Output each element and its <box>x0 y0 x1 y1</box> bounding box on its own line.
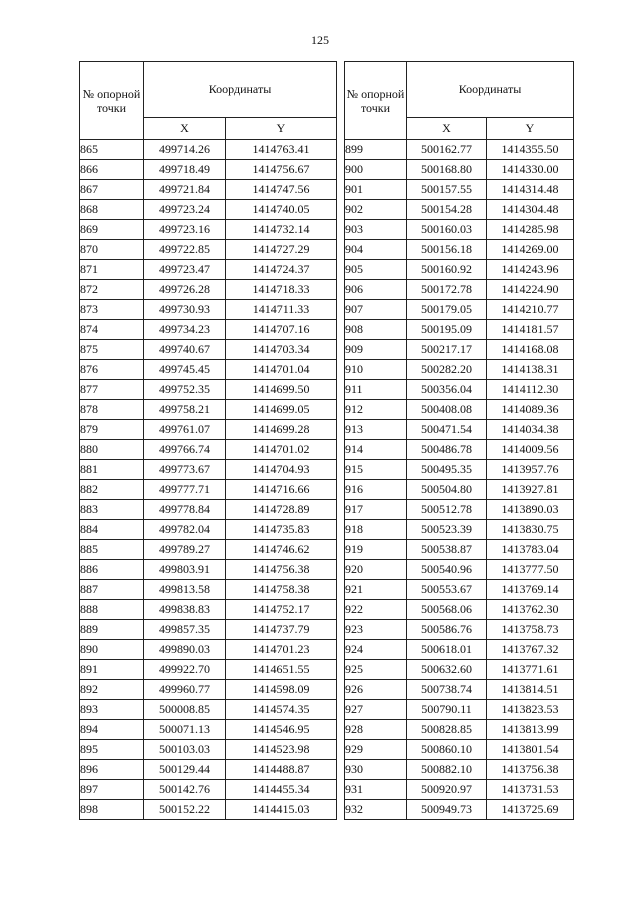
x-coordinate-cell: 499813.58 <box>144 580 226 600</box>
table-row <box>345 540 574 560</box>
x-coordinate-cell: 500168.80 <box>407 160 487 180</box>
y-coordinate-cell: 1414752.17 <box>226 600 337 620</box>
table-row <box>80 280 337 300</box>
point-number-cell: 912 <box>345 400 407 420</box>
point-number-cell: 910 <box>345 360 407 380</box>
point-number-cell: 884 <box>80 520 144 540</box>
point-number-cell: 924 <box>345 640 407 660</box>
x-coordinate-cell: 499730.93 <box>144 300 226 320</box>
x-coordinate-cell: 500920.97 <box>407 780 487 800</box>
x-coordinate-cell: 500142.76 <box>144 780 226 800</box>
point-number-cell: 886 <box>80 560 144 580</box>
point-number-cell: 875 <box>80 340 144 360</box>
table-row <box>345 480 574 500</box>
point-number-cell: 888 <box>80 600 144 620</box>
y-coordinate-cell: 1414718.33 <box>226 280 337 300</box>
table-row <box>80 660 337 680</box>
table-row <box>80 500 337 520</box>
x-coordinate-cell: 500356.04 <box>407 380 487 400</box>
table-row <box>345 580 574 600</box>
table-row <box>345 160 574 180</box>
x-coordinate-cell: 500738.74 <box>407 680 487 700</box>
point-number-cell: 914 <box>345 440 407 460</box>
point-number-cell: 913 <box>345 420 407 440</box>
table-row <box>345 140 574 160</box>
y-coordinate-cell: 1413769.14 <box>487 580 574 600</box>
x-coordinate-cell: 500282.20 <box>407 360 487 380</box>
x-coordinate-cell: 499723.47 <box>144 260 226 280</box>
y-coordinate-cell: 1414651.55 <box>226 660 337 680</box>
coordinates-table-left <box>79 61 337 820</box>
table-row <box>80 680 337 700</box>
x-coordinate-cell: 499777.71 <box>144 480 226 500</box>
table-row <box>345 300 574 320</box>
x-coordinate-cell: 499773.67 <box>144 460 226 480</box>
table-row <box>80 240 337 260</box>
table-row <box>345 380 574 400</box>
x-coordinate-cell: 500538.87 <box>407 540 487 560</box>
point-number-cell: 923 <box>345 620 407 640</box>
x-coordinate-cell: 499758.21 <box>144 400 226 420</box>
x-coordinate-cell: 499745.45 <box>144 360 226 380</box>
point-number-cell: 896 <box>80 760 144 780</box>
table-row <box>345 780 574 800</box>
point-number-cell: 900 <box>345 160 407 180</box>
point-number-cell: 902 <box>345 200 407 220</box>
x-coordinate-cell: 499723.24 <box>144 200 226 220</box>
point-number-cell: 883 <box>80 500 144 520</box>
y-coordinate-cell: 1413725.69 <box>487 800 574 820</box>
table-row <box>80 640 337 660</box>
x-coordinate-cell: 500790.11 <box>407 700 487 720</box>
x-coordinate-cell: 499960.77 <box>144 680 226 700</box>
y-coordinate-cell: 1414181.57 <box>487 320 574 340</box>
table-row <box>80 720 337 740</box>
x-coordinate-cell: 499789.27 <box>144 540 226 560</box>
y-column-header: Y <box>487 118 574 140</box>
point-number-cell: 889 <box>80 620 144 640</box>
point-number-cell: 918 <box>345 520 407 540</box>
x-coordinate-cell: 500512.78 <box>407 500 487 520</box>
point-number-cell: 925 <box>345 660 407 680</box>
x-coordinate-cell: 500217.17 <box>407 340 487 360</box>
table-row <box>345 440 574 460</box>
x-coordinate-cell: 499766.74 <box>144 440 226 460</box>
table-row <box>80 220 337 240</box>
point-number-cell: 868 <box>80 200 144 220</box>
y-coordinate-cell: 1414701.02 <box>226 440 337 460</box>
x-coordinate-cell: 499722.85 <box>144 240 226 260</box>
table-row <box>345 260 574 280</box>
table-row <box>345 400 574 420</box>
x-coordinate-cell: 499890.03 <box>144 640 226 660</box>
y-coordinate-cell: 1413783.04 <box>487 540 574 560</box>
point-number-cell: 893 <box>80 700 144 720</box>
table-row <box>345 720 574 740</box>
point-number-cell: 928 <box>345 720 407 740</box>
x-coordinate-cell: 499714.26 <box>144 140 226 160</box>
y-coordinate-cell: 1414009.56 <box>487 440 574 460</box>
point-number-cell: 901 <box>345 180 407 200</box>
point-number-cell: 872 <box>80 280 144 300</box>
point-number-cell: 894 <box>80 720 144 740</box>
y-coordinate-cell: 1414756.67 <box>226 160 337 180</box>
y-coordinate-cell: 1414210.77 <box>487 300 574 320</box>
point-number-cell: 869 <box>80 220 144 240</box>
y-coordinate-cell: 1414711.33 <box>226 300 337 320</box>
y-coordinate-cell: 1414488.87 <box>226 760 337 780</box>
point-number-cell: 877 <box>80 380 144 400</box>
table-row <box>80 700 337 720</box>
point-number-cell: 929 <box>345 740 407 760</box>
table-row <box>345 600 574 620</box>
point-number-cell: 866 <box>80 160 144 180</box>
y-coordinate-cell: 1414758.38 <box>226 580 337 600</box>
y-coordinate-cell: 1414735.83 <box>226 520 337 540</box>
point-number-cell: 895 <box>80 740 144 760</box>
table-row <box>80 760 337 780</box>
y-coordinate-cell: 1413777.50 <box>487 560 574 580</box>
y-coordinate-cell: 1414523.98 <box>226 740 337 760</box>
x-coordinate-cell: 500162.77 <box>407 140 487 160</box>
table-row <box>345 220 574 240</box>
y-coordinate-cell: 1414699.28 <box>226 420 337 440</box>
table-row <box>345 640 574 660</box>
table-row <box>345 240 574 260</box>
x-coordinate-cell: 500008.85 <box>144 700 226 720</box>
table-row <box>80 360 337 380</box>
y-coordinate-cell: 1414701.23 <box>226 640 337 660</box>
y-coordinate-cell: 1414756.38 <box>226 560 337 580</box>
x-coordinate-cell: 500154.28 <box>407 200 487 220</box>
y-coordinate-cell: 1414455.34 <box>226 780 337 800</box>
y-coordinate-cell: 1414546.95 <box>226 720 337 740</box>
point-number-cell: 931 <box>345 780 407 800</box>
x-coordinate-cell: 500129.44 <box>144 760 226 780</box>
x-coordinate-cell: 499723.16 <box>144 220 226 240</box>
point-number-cell: 880 <box>80 440 144 460</box>
x-coordinate-cell: 500586.76 <box>407 620 487 640</box>
point-number-cell: 882 <box>80 480 144 500</box>
point-number-cell: 878 <box>80 400 144 420</box>
table-row <box>80 420 337 440</box>
table-body <box>80 140 337 820</box>
coordinates-header: Координаты <box>144 62 337 118</box>
table-row <box>80 380 337 400</box>
point-number-cell: 909 <box>345 340 407 360</box>
table-row <box>80 460 337 480</box>
point-number-cell: 919 <box>345 540 407 560</box>
table-row <box>345 560 574 580</box>
x-column-header: X <box>144 118 226 140</box>
x-column-header: X <box>407 118 487 140</box>
table-row <box>80 580 337 600</box>
y-coordinate-cell: 1414168.08 <box>487 340 574 360</box>
table-row <box>80 180 337 200</box>
y-coordinate-cell: 1414704.93 <box>226 460 337 480</box>
y-coordinate-cell: 1414699.05 <box>226 400 337 420</box>
x-coordinate-cell: 500152.22 <box>144 800 226 820</box>
table-row <box>80 440 337 460</box>
point-number-cell: 905 <box>345 260 407 280</box>
point-number-cell: 907 <box>345 300 407 320</box>
y-coordinate-cell: 1414732.14 <box>226 220 337 240</box>
x-coordinate-cell: 500632.60 <box>407 660 487 680</box>
point-number-cell: 876 <box>80 360 144 380</box>
table-row <box>345 680 574 700</box>
y-coordinate-cell: 1413927.81 <box>487 480 574 500</box>
x-coordinate-cell: 499721.84 <box>144 180 226 200</box>
x-coordinate-cell: 500540.96 <box>407 560 487 580</box>
x-coordinate-cell: 500103.03 <box>144 740 226 760</box>
y-coordinate-cell: 1414746.62 <box>226 540 337 560</box>
table-row <box>80 480 337 500</box>
table-row <box>345 800 574 820</box>
table-row <box>345 620 574 640</box>
y-coordinate-cell: 1414701.04 <box>226 360 337 380</box>
x-coordinate-cell: 500553.67 <box>407 580 487 600</box>
table-row <box>80 300 337 320</box>
point-number-cell: 932 <box>345 800 407 820</box>
table-row <box>345 700 574 720</box>
x-coordinate-cell: 499761.07 <box>144 420 226 440</box>
y-coordinate-cell: 1414740.05 <box>226 200 337 220</box>
table-row <box>345 460 574 480</box>
y-coordinate-cell: 1414763.41 <box>226 140 337 160</box>
table-row <box>80 560 337 580</box>
y-coordinate-cell: 1414707.16 <box>226 320 337 340</box>
x-coordinate-cell: 499734.23 <box>144 320 226 340</box>
point-number-cell: 921 <box>345 580 407 600</box>
point-number-cell: 899 <box>345 140 407 160</box>
y-coordinate-cell: 1414747.56 <box>226 180 337 200</box>
point-number-header: № опорной точки <box>345 62 407 140</box>
point-number-cell: 906 <box>345 280 407 300</box>
x-coordinate-cell: 500172.78 <box>407 280 487 300</box>
x-coordinate-cell: 500179.05 <box>407 300 487 320</box>
x-coordinate-cell: 500568.06 <box>407 600 487 620</box>
table-row <box>80 260 337 280</box>
table-body <box>345 140 574 820</box>
x-coordinate-cell: 499803.91 <box>144 560 226 580</box>
y-coordinate-cell: 1413814.51 <box>487 680 574 700</box>
x-coordinate-cell: 500486.78 <box>407 440 487 460</box>
x-coordinate-cell: 500195.09 <box>407 320 487 340</box>
x-coordinate-cell: 500157.55 <box>407 180 487 200</box>
y-coordinate-cell: 1414285.98 <box>487 220 574 240</box>
x-coordinate-cell: 500160.03 <box>407 220 487 240</box>
table-row <box>80 140 337 160</box>
table-row <box>80 780 337 800</box>
x-coordinate-cell: 500471.54 <box>407 420 487 440</box>
y-coordinate-cell: 1413957.76 <box>487 460 574 480</box>
table-row <box>345 520 574 540</box>
point-number-cell: 922 <box>345 600 407 620</box>
table-row <box>80 740 337 760</box>
y-coordinate-cell: 1413731.53 <box>487 780 574 800</box>
y-coordinate-cell: 1414574.35 <box>226 700 337 720</box>
y-coordinate-cell: 1414034.38 <box>487 420 574 440</box>
x-coordinate-cell: 500160.92 <box>407 260 487 280</box>
y-coordinate-cell: 1414728.89 <box>226 500 337 520</box>
x-coordinate-cell: 499857.35 <box>144 620 226 640</box>
table-row <box>345 360 574 380</box>
table-row <box>345 320 574 340</box>
point-number-cell: 897 <box>80 780 144 800</box>
table-row <box>80 340 337 360</box>
point-number-cell: 870 <box>80 240 144 260</box>
y-coordinate-cell: 1414112.30 <box>487 380 574 400</box>
point-number-cell: 892 <box>80 680 144 700</box>
table-row <box>345 660 574 680</box>
y-coordinate-cell: 1414716.66 <box>226 480 337 500</box>
table-row <box>345 280 574 300</box>
x-coordinate-cell: 500949.73 <box>407 800 487 820</box>
x-coordinate-cell: 500860.10 <box>407 740 487 760</box>
y-coordinate-cell: 1414737.79 <box>226 620 337 640</box>
x-coordinate-cell: 499838.83 <box>144 600 226 620</box>
point-number-cell: 904 <box>345 240 407 260</box>
table-row <box>80 520 337 540</box>
y-coordinate-cell: 1414699.50 <box>226 380 337 400</box>
point-number-cell: 873 <box>80 300 144 320</box>
y-coordinate-cell: 1414724.37 <box>226 260 337 280</box>
y-coordinate-cell: 1413771.61 <box>487 660 574 680</box>
table-row <box>80 800 337 820</box>
point-number-cell: 885 <box>80 540 144 560</box>
table-row <box>80 320 337 340</box>
point-number-cell: 867 <box>80 180 144 200</box>
y-coordinate-cell: 1413890.03 <box>487 500 574 520</box>
x-coordinate-cell: 499782.04 <box>144 520 226 540</box>
x-coordinate-cell: 499922.70 <box>144 660 226 680</box>
table-row <box>80 600 337 620</box>
y-coordinate-cell: 1414314.48 <box>487 180 574 200</box>
point-number-cell: 915 <box>345 460 407 480</box>
y-coordinate-cell: 1414269.00 <box>487 240 574 260</box>
y-coordinate-cell: 1414330.00 <box>487 160 574 180</box>
table-row <box>80 400 337 420</box>
y-coordinate-cell: 1414598.09 <box>226 680 337 700</box>
coordinates-table-right <box>344 61 574 820</box>
x-coordinate-cell: 500071.13 <box>144 720 226 740</box>
y-coordinate-cell: 1413767.32 <box>487 640 574 660</box>
y-coordinate-cell: 1413756.38 <box>487 760 574 780</box>
x-coordinate-cell: 499752.35 <box>144 380 226 400</box>
y-coordinate-cell: 1414304.48 <box>487 200 574 220</box>
table-row <box>80 620 337 640</box>
table-row <box>345 740 574 760</box>
table-row <box>80 540 337 560</box>
y-coordinate-cell: 1413758.73 <box>487 620 574 640</box>
point-number-cell: 908 <box>345 320 407 340</box>
point-number-cell: 920 <box>345 560 407 580</box>
point-number-cell: 874 <box>80 320 144 340</box>
table-row <box>80 160 337 180</box>
page-number: 125 <box>311 33 329 47</box>
point-number-cell: 865 <box>80 140 144 160</box>
point-number-cell: 926 <box>345 680 407 700</box>
table-row <box>80 200 337 220</box>
point-number-cell: 881 <box>80 460 144 480</box>
coordinates-header: Координаты <box>407 62 574 118</box>
y-coordinate-cell: 1413762.30 <box>487 600 574 620</box>
y-coordinate-cell: 1413823.53 <box>487 700 574 720</box>
point-number-cell: 930 <box>345 760 407 780</box>
point-number-cell: 927 <box>345 700 407 720</box>
point-number-cell: 871 <box>80 260 144 280</box>
x-coordinate-cell: 499726.28 <box>144 280 226 300</box>
y-coordinate-cell: 1414355.50 <box>487 140 574 160</box>
table-row <box>345 200 574 220</box>
table-row <box>345 340 574 360</box>
y-coordinate-cell: 1414703.34 <box>226 340 337 360</box>
table-row <box>345 420 574 440</box>
table-row <box>345 180 574 200</box>
y-coordinate-cell: 1413813.99 <box>487 720 574 740</box>
x-coordinate-cell: 500495.35 <box>407 460 487 480</box>
point-number-cell: 879 <box>80 420 144 440</box>
point-number-cell: 898 <box>80 800 144 820</box>
table-row <box>345 500 574 520</box>
point-number-cell: 911 <box>345 380 407 400</box>
point-number-cell: 887 <box>80 580 144 600</box>
x-coordinate-cell: 499718.49 <box>144 160 226 180</box>
x-coordinate-cell: 500828.85 <box>407 720 487 740</box>
y-coordinate-cell: 1413801.54 <box>487 740 574 760</box>
x-coordinate-cell: 500618.01 <box>407 640 487 660</box>
point-number-cell: 916 <box>345 480 407 500</box>
point-number-cell: 917 <box>345 500 407 520</box>
point-number-header: № опорной точки <box>80 62 144 140</box>
point-number-cell: 890 <box>80 640 144 660</box>
y-coordinate-cell: 1413830.75 <box>487 520 574 540</box>
point-number-cell: 903 <box>345 220 407 240</box>
x-coordinate-cell: 500156.18 <box>407 240 487 260</box>
y-coordinate-cell: 1414138.31 <box>487 360 574 380</box>
x-coordinate-cell: 499740.67 <box>144 340 226 360</box>
y-column-header: Y <box>226 118 337 140</box>
y-coordinate-cell: 1414089.36 <box>487 400 574 420</box>
y-coordinate-cell: 1414243.96 <box>487 260 574 280</box>
point-number-cell: 891 <box>80 660 144 680</box>
x-coordinate-cell: 500882.10 <box>407 760 487 780</box>
table-row <box>345 760 574 780</box>
x-coordinate-cell: 500504.80 <box>407 480 487 500</box>
x-coordinate-cell: 499778.84 <box>144 500 226 520</box>
x-coordinate-cell: 500523.39 <box>407 520 487 540</box>
y-coordinate-cell: 1414727.29 <box>226 240 337 260</box>
y-coordinate-cell: 1414224.90 <box>487 280 574 300</box>
x-coordinate-cell: 500408.08 <box>407 400 487 420</box>
y-coordinate-cell: 1414415.03 <box>226 800 337 820</box>
